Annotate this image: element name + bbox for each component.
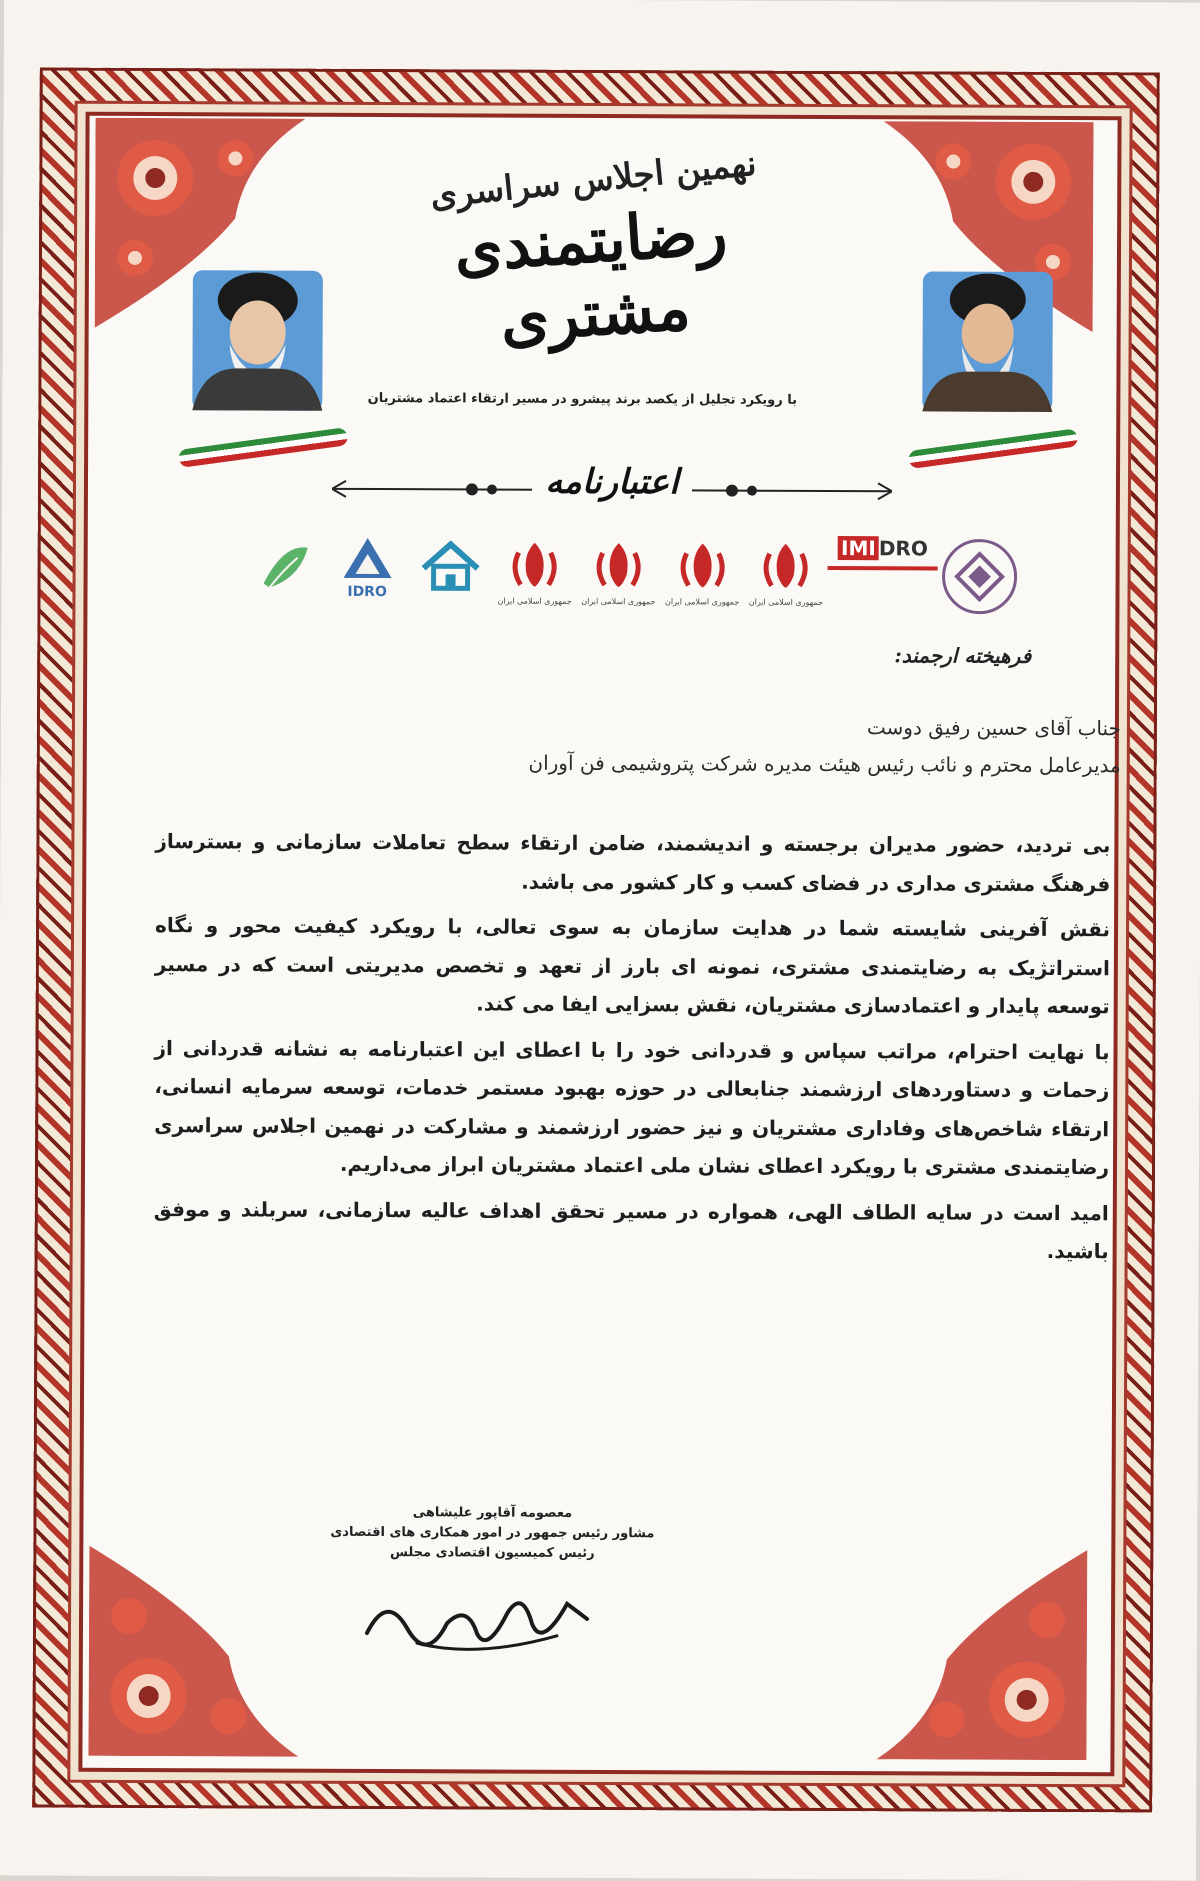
event-title: رضایتمندی مشتری: [451, 195, 730, 357]
emblem-1: [744, 536, 828, 628]
imidro-alt-logo: [938, 536, 1022, 628]
recipient-block: [301, 707, 1121, 785]
portrait-left: [182, 260, 333, 421]
event-title-block: [373, 143, 814, 357]
recipient-name: جناب آقای حسین رفیق دوست: [866, 715, 1121, 741]
floral-corner-ornament: [88, 1546, 299, 1757]
idro-logo: [325, 534, 409, 626]
recipient-title: مدیرعامل محترم و نائب رئیس هیئت مدیره شرکت پتروشیمی فن آوران: [528, 750, 1121, 778]
emblem-4: [493, 535, 577, 627]
emblem-caption: جمهوری اسلامی ایران: [748, 597, 823, 607]
certificate-title: اعتبارنامه: [532, 462, 692, 503]
building-logo: [409, 534, 493, 626]
event-tagline: با رویکرد تجلیل از یکصد برند پیشرو در مسیر ارتقاء اعتماد مشتریان: [367, 390, 798, 408]
letter-body: [154, 822, 1111, 1278]
signer-title-2: رئیس کمیسیون اقتصادی مجلس: [389, 1545, 595, 1561]
imidro-logo: IMI DRO: [828, 536, 938, 628]
portrait-right: [912, 261, 1063, 422]
emblem-caption: جمهوری اسلامی ایران: [497, 596, 572, 606]
handwritten-signature: [357, 1573, 597, 1664]
emblem-3: [576, 535, 660, 627]
paragraph: نقش آفرینی شایسته شما در هدایت سازمان به سوی تعالی، با رویکرد کیفیت محور و نگاه استراتژیک به رضایتمندی مشتری، نمونه ای بارز از تعهد و تخصص مدیریتی است که در مسیر توسعه پایدار و اعتمادسازی مشتریان، نقش بسزایی ایفا می کند.: [154, 913, 1111, 1019]
signature-block: [317, 1503, 667, 1565]
floral-corner-ornament: [876, 1549, 1087, 1760]
sponsor-logos: [241, 533, 1021, 636]
signer-title: مشاور رئیس جمهور در امور همکاری های اقتصادی: [330, 1524, 655, 1542]
paragraph: بی تردید، حضور مدیران برجسته و اندیشمند، ضامن ارتقاء سطح تعاملات سازمانی و بسترساز فرهنگ مشتری مداری در فضای کسب و کار کشور می باشد.: [155, 829, 1111, 896]
imidro-mark: IMI: [838, 536, 879, 560]
leaf-logo: [241, 533, 325, 625]
imidro-underline: [828, 566, 938, 570]
emblem-2: [660, 535, 744, 627]
idro-label: IDRO: [347, 583, 387, 601]
signer-name: معصومه آقاپور علیشاهی: [412, 1505, 573, 1521]
event-subtitle: نهمین اجلاس سراسری: [428, 143, 759, 217]
emblem-caption: جمهوری اسلامی ایران: [664, 597, 740, 607]
paragraph: امید است در سایه الطاف الهی، همواره در مسیر تحقق اهداف عالیه سازمانی، سربلند و موفق باشید.: [153, 1196, 1109, 1264]
salutation: فرهیخته ارجمند:: [894, 643, 1032, 668]
paragraph: با نهایت احترام، مراتب سپاس و قدردانی خود را با اعطای این اعتبارنامه به نشانه قدردانی از زحمات و دستاوردهای ارزشمند جنابعالی در حوزه بهبود مستمر خدمات، توسعه سرمایه انسانی، ارتقاء شاخص‌های وفاداری مشتریان و نیز حضور ارزشمند و مشارکت در نهمین اجلاس سراسری رضایتمندی مشتری با رویکرد اعطای نشان ملی اعتماد مشتریان ابراز می‌داریم.: [154, 1035, 1110, 1180]
emblem-caption: جمهوری اسلامی ایران: [581, 596, 656, 607]
